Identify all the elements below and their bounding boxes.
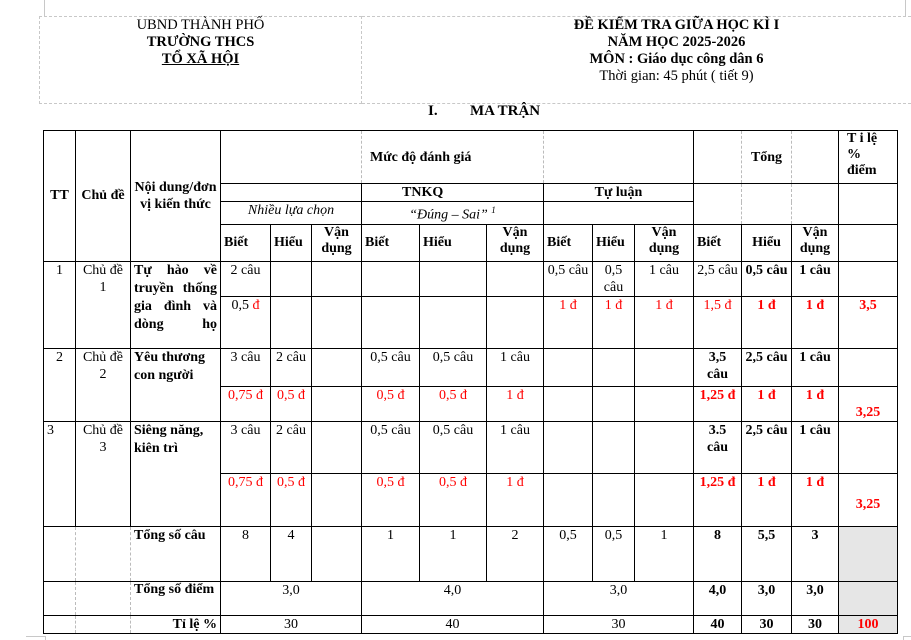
cell-blank [839, 261, 898, 296]
header-chu-de: Chủ đề [76, 131, 131, 262]
cell-diem [420, 296, 487, 348]
cell-tong-cau: 2,5 câu [742, 421, 792, 473]
row-label-ti-le: Tỉ lệ % [131, 615, 221, 633]
header-nhieu-lua-chon: Nhiều lựa chọn [221, 202, 362, 225]
cell-diem [362, 296, 420, 348]
header-hieu: Hiểu [271, 224, 312, 261]
header-tnkq: TNKQ [362, 184, 544, 202]
cell-diem-tong-van-dung: 3,0 [792, 581, 839, 615]
exam-title: ĐỀ KIỂM TRA GIỮA HỌC KÌ I [573, 17, 780, 33]
cell-diem-nhieu-lua-chon: 3,0 [221, 581, 362, 615]
cell-cau: 1 câu [487, 348, 544, 386]
header-blank [221, 184, 362, 202]
cell-diem: 1 đ [635, 296, 694, 348]
cell-ti-le-nhieu-lua-chon: 30 [221, 615, 362, 633]
cell-cau: 0,5 câu [544, 261, 593, 296]
cell-total-cau: 5,5 [742, 526, 792, 581]
cell-diem [593, 386, 635, 421]
cell-tong-cau: 3.5 câu [694, 421, 742, 473]
cell-diem: 0,5 đ [420, 473, 487, 526]
cell-tong-diem: 1 đ [742, 473, 792, 526]
cell-ti-le-dung-sai: 40 [362, 615, 544, 633]
cell-total-cau: 1 [362, 526, 420, 581]
cell-diem-dung-sai: 4,0 [362, 581, 544, 615]
cell-diem: 0,5 đ [420, 386, 487, 421]
header-van-dung: Vận dụng [635, 224, 694, 261]
cell-total-cau: 3 [792, 526, 839, 581]
table-row-tong-so-diem [44, 581, 898, 615]
row-tt: 2 [44, 348, 76, 421]
cell-total-cau: 1 [635, 526, 694, 581]
row-noi-dung: Siêng năng, kiên trì [131, 421, 221, 526]
header-blank [694, 184, 742, 225]
header-biet: Biết [221, 224, 271, 261]
cell-diem [312, 296, 362, 348]
cell-tong-diem: 1 đ [792, 296, 839, 348]
page-guide-bottom-left [26, 636, 46, 640]
cell-cau [312, 348, 362, 386]
cell-cau [544, 421, 593, 473]
footnote-marker: 1 [491, 205, 496, 215]
page-guide-bottom-right [903, 636, 911, 640]
cell-cau [593, 421, 635, 473]
cell-tong-cau: 1 câu [792, 348, 839, 386]
cell-cau: 2 câu [221, 261, 271, 296]
cell-cau: 0,5 câu [593, 261, 635, 296]
section-title: MA TRẬN [470, 103, 541, 119]
row-chu-de: Chủ đề 1 [76, 261, 131, 348]
header-tu-luan: Tự luận [544, 184, 694, 202]
cell-tong-diem: 1 đ [792, 473, 839, 526]
cell-ti-le-total: 100 [839, 615, 898, 633]
cell-blank [839, 348, 898, 386]
cell-cau [312, 261, 362, 296]
row-label-tong-so-cau: Tổng số câu [131, 526, 221, 581]
header-blank [742, 184, 792, 225]
row-chu-de: Chủ đề 2 [76, 348, 131, 421]
header-ti-le: T i lệ % điểm [839, 131, 898, 184]
cell-cau: 1 câu [635, 261, 694, 296]
header-tong: Tổng [742, 131, 792, 184]
cell-cau: 1 câu [487, 421, 544, 473]
cell-diem: 1 đ [593, 296, 635, 348]
table-row-tong-so-cau [44, 526, 898, 581]
cell-blank [76, 615, 131, 633]
cell-cau: 2 câu [271, 421, 312, 473]
cell-tong-cau: 1 câu [792, 261, 839, 296]
header-dung-sai [362, 202, 544, 225]
cell-diem-tong-biet: 4,0 [694, 581, 742, 615]
cell-tong-diem: 1,5 đ [694, 296, 742, 348]
cell-tong-cau: 0,5 câu [742, 261, 792, 296]
cell-shaded [839, 526, 898, 581]
cell-diem-tong-hieu: 3,0 [742, 581, 792, 615]
cell-blank [839, 421, 898, 473]
cell-shaded [839, 581, 898, 615]
cell-cau [271, 261, 312, 296]
cell-ti-le-tong-van-dung: 30 [792, 615, 839, 633]
table-row-ti-le [44, 615, 898, 633]
header-hieu: Hiểu [593, 224, 635, 261]
cell-total-cau: 2 [487, 526, 544, 581]
duration: Thời gian: 45 phút ( tiết 9) [599, 68, 754, 84]
cell-cau: 0,5 câu [420, 421, 487, 473]
cell-cau [593, 348, 635, 386]
section-number: I. [428, 103, 438, 119]
cell-ti-le-tong-hieu: 30 [742, 615, 792, 633]
cell-diem [544, 386, 593, 421]
cell-cau [487, 261, 544, 296]
cell-ti-le: 3,25 [839, 473, 898, 526]
cell-diem [544, 473, 593, 526]
cell-ti-le-tu-luan: 30 [544, 615, 694, 633]
cell-blank [44, 615, 76, 633]
cell-cau [635, 421, 694, 473]
cell-diem-tu-luan: 3,0 [544, 581, 694, 615]
subject: MÔN : Giáo dục công dân 6 [589, 51, 764, 67]
cell-blank [44, 526, 76, 581]
cell-cau: 3 câu [221, 348, 271, 386]
cell-diem: 0,75 đ [221, 386, 271, 421]
cell-blank [76, 581, 131, 615]
row-tt: 3 [44, 421, 76, 526]
department-name: TỔ XÃ HỘI [161, 51, 240, 67]
cell-tong-cau: 2,5 câu [694, 261, 742, 296]
header-blank [839, 224, 898, 261]
cell-cau [544, 348, 593, 386]
header-van-dung: Vận dụng [487, 224, 544, 261]
cell-diem [635, 473, 694, 526]
header-left-cell [39, 16, 362, 104]
assessment-matrix-table [43, 130, 898, 634]
header-blank [544, 131, 694, 184]
cell-diem [487, 296, 544, 348]
cell-cau: 0,5 câu [362, 421, 420, 473]
cell-blank [44, 581, 76, 615]
header-hieu: Hiểu [420, 224, 487, 261]
cell-cau [312, 421, 362, 473]
cell-total-cau: 1 [420, 526, 487, 581]
header-tt: TT [44, 131, 76, 262]
row-noi-dung: Yêu thương con người [131, 348, 221, 421]
cell-diem: 1 đ [487, 473, 544, 526]
table-row [44, 421, 898, 473]
header-blank [544, 202, 694, 225]
row-label-tong-so-diem: Tổng số điểm [131, 581, 221, 615]
cell-tong-cau: 1 câu [792, 421, 839, 473]
cell-blank [76, 526, 131, 581]
cell-cau [362, 261, 420, 296]
table-row [44, 261, 898, 296]
cell-total-cau [312, 526, 362, 581]
header-biet: Biết [362, 224, 420, 261]
header-van-dung: Vận dụng [312, 224, 362, 261]
cell-ti-le-tong-biet: 40 [694, 615, 742, 633]
table-row [44, 348, 898, 386]
cell-total-cau: 0,5 [544, 526, 593, 581]
cell-ti-le: 3,5 [839, 296, 898, 348]
cell-diem: 1 đ [544, 296, 593, 348]
header-right-cell [362, 16, 911, 104]
header-muc-do: Mức độ đánh giá [362, 131, 544, 184]
cell-tong-cau: 3,5 câu [694, 348, 742, 386]
header-biet: Biết [694, 224, 742, 261]
header-noi-dung: Nội dung/đơn vị kiến thức [131, 131, 221, 262]
cell-tong-cau: 2,5 câu [742, 348, 792, 386]
cell-total-cau: 8 [694, 526, 742, 581]
cell-total-cau: 0,5 [593, 526, 635, 581]
cell-cau [635, 348, 694, 386]
header-blank [792, 184, 839, 225]
header-biet: Biết [544, 224, 593, 261]
cell-diem [593, 473, 635, 526]
header-blank [839, 184, 898, 225]
header-blank [694, 131, 742, 184]
cell-diem: 0,5 đ [271, 386, 312, 421]
header-dung-sai-label: “Đúng – Sai” [409, 207, 488, 223]
header-van-dung: Vận dụng [792, 224, 839, 261]
cell-diem: 0,5 đ [271, 473, 312, 526]
cell-ti-le: 3,25 [839, 386, 898, 421]
header-blank [221, 131, 362, 184]
cell-diem: 0,5 đ [221, 296, 271, 348]
cell-diem: 0,75 đ [221, 473, 271, 526]
cell-diem: 0,5 đ [362, 386, 420, 421]
page-guide-top-right [905, 0, 906, 16]
cell-diem [312, 386, 362, 421]
cell-cau: 3 câu [221, 421, 271, 473]
row-chu-de: Chủ đề 3 [76, 421, 131, 526]
cell-tong-diem: 1 đ [742, 386, 792, 421]
cell-tong-diem: 1,25 đ [694, 473, 742, 526]
cell-tong-diem: 1 đ [792, 386, 839, 421]
cell-total-cau: 4 [271, 526, 312, 581]
cell-tong-diem: 1,25 đ [694, 386, 742, 421]
cell-tong-diem: 1 đ [742, 296, 792, 348]
cell-diem: 1 đ [487, 386, 544, 421]
page-guide-top-left [44, 0, 45, 16]
cell-diem [271, 296, 312, 348]
authority-name: UBND THÀNH PHỐ [136, 17, 265, 33]
cell-cau: 0,5 câu [362, 348, 420, 386]
header-hieu: Hiểu [742, 224, 792, 261]
cell-diem [635, 386, 694, 421]
school-name: TRƯỜNG THCS [146, 34, 255, 50]
cell-diem [312, 473, 362, 526]
row-noi-dung: Tự hào về truyền thống gia đình và dòng họ [131, 261, 221, 348]
cell-cau: 2 câu [271, 348, 312, 386]
cell-total-cau: 8 [221, 526, 271, 581]
cell-cau [420, 261, 487, 296]
cell-diem: 0,5 đ [362, 473, 420, 526]
school-year: NĂM HỌC 2025-2026 [607, 34, 746, 50]
header-blank [792, 131, 839, 184]
cell-cau: 0,5 câu [420, 348, 487, 386]
row-tt: 1 [44, 261, 76, 348]
